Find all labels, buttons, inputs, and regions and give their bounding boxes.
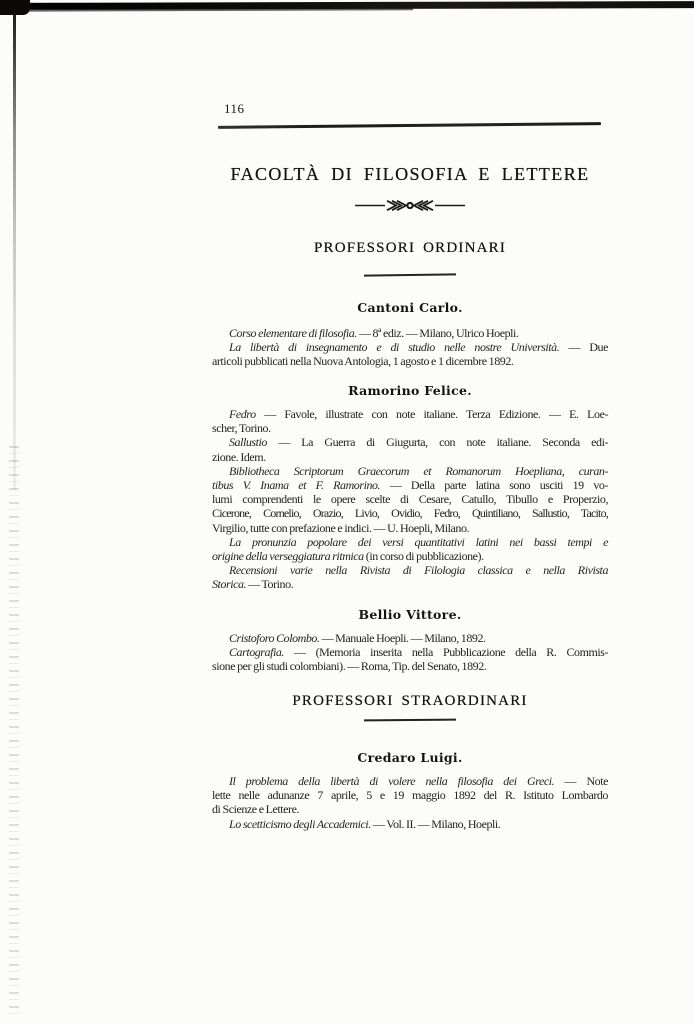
line-text: di Scienze e Lettere. — [212, 802, 299, 817]
professor-name: Bellio Vittore. — [358, 606, 462, 622]
section-heading-ordinari: PROFESSORI ORDINARI — [313, 239, 507, 256]
ornament-divider — [355, 199, 465, 212]
line-text: (in corso di pubblicazione). — [363, 548, 484, 563]
text-line — [212, 549, 608, 563]
text-line — [212, 631, 608, 645]
text-line — [212, 521, 608, 535]
work-title: Recensioni varie nella Rivista di Filologia classica e nella Rivista — [229, 563, 608, 578]
text-line — [212, 535, 608, 549]
line-text: — Manuale Hoepli. — Milano, 1892. — [319, 630, 486, 645]
line-text: — (Memoria inserita nella Pubblicazione della R. Commis- — [283, 644, 608, 659]
line-text: — Torino. — [246, 577, 294, 592]
work-title: Cristoforo Colombo. — [229, 630, 320, 645]
line-text: — Vol. II. — Milano, Hoepli. — [370, 816, 501, 831]
professor-entry — [212, 384, 608, 591]
line-text: scher, Torino. — [212, 421, 271, 436]
text-line — [212, 506, 608, 520]
section-entries-straordinari — [212, 721, 608, 831]
text-line — [212, 774, 608, 788]
text-line — [212, 464, 608, 478]
work-title: Lo scetticismo degli Accademici. — [229, 816, 371, 831]
line-text: — Due — [559, 339, 608, 354]
page-number: 116 — [224, 101, 245, 116]
work-title: Fedro — [229, 407, 256, 422]
header-rule — [218, 122, 601, 128]
text-line — [212, 645, 608, 659]
line-text: — Note — [554, 774, 608, 789]
text-line — [212, 340, 608, 354]
section-rule — [364, 273, 456, 276]
text-line — [212, 478, 608, 492]
text-line — [212, 421, 608, 435]
text-line — [212, 354, 608, 368]
text-line — [212, 817, 608, 831]
line-text: — La Guerra di Giugurta, con note italiane. Seconda edi- — [266, 435, 608, 450]
text-line — [212, 326, 608, 340]
section-heading-straordinari: PROFESSORI STRAORDINARI — [292, 693, 528, 710]
professor-name: Credaro Luigi. — [357, 750, 463, 766]
faculty-title: FACOLTÀ DI FILOSOFIA E LETTERE — [230, 163, 590, 184]
line-text: Cicerone, Cornelio, Orazio, Livio, Ovidio, Fedro, Quintiliano, Sallustio, Tacito, — [212, 506, 608, 521]
professor-entry — [212, 301, 608, 369]
scan-top-edge-artifact-thin — [10, 8, 413, 11]
work-title: tibus V. Inama et F. Ramorino. — [212, 478, 381, 492]
professor-name: Cantoni Carlo. — [357, 299, 463, 315]
line-text: articoli pubblicati nella Nuova Antologia, 1 agosto e 1 dicembre 1892. — [212, 353, 514, 368]
line-text: sione per gli studi colombiani). — Roma, Tip. del Senato, 1892. — [212, 658, 487, 673]
binding-gutter-speckle — [9, 440, 19, 1015]
line-text: — 8ª ediz. — Milano, Ulrico Hoepli. — [356, 325, 519, 340]
line-text: lette nelle adunanze 7 aprile, 5 e 19 maggio 1892 del R. Istituto Lombardo — [212, 788, 608, 803]
line-text: — Favole, illustrate con note italiane. Terza Edizione. — E. Loe- — [255, 407, 608, 422]
text-line — [212, 492, 608, 506]
text-line — [212, 435, 608, 449]
work-title: origine della verseggiatura ritmica — [212, 548, 364, 563]
text-line — [212, 563, 608, 577]
work-title: La pronunzia popolare dei versi quantitativi latini nei bassi tempi e — [229, 534, 608, 549]
professor-name: Ramorino Felice. — [348, 383, 472, 399]
text-line — [212, 450, 608, 464]
text-line — [212, 802, 608, 816]
work-title: La libertà di insegnamento e di studio nelle nostre Università. — [229, 339, 560, 354]
work-title: Storica. — [212, 577, 247, 592]
binding-gutter-shadow — [13, 10, 16, 490]
professor-entry — [212, 608, 608, 674]
line-text: — Della parte latina sono usciti 19 vo- — [380, 478, 608, 492]
text-line — [212, 788, 608, 802]
section-entries-ordinari — [212, 301, 608, 674]
text-line — [212, 659, 608, 673]
work-title: Cartografia. — [229, 644, 284, 659]
line-text: zione. Idem. — [212, 449, 266, 464]
work-title: Bibliotheca Scriptorum Graecorum et Romanorum Hoepliana, curan- — [229, 463, 608, 478]
line-text: Virgilio, tutte con prefazione e indici. — U. Hoepli, Milano. — [212, 520, 470, 535]
text-line — [212, 577, 608, 591]
professor-entry — [212, 751, 608, 831]
work-title: Corso elementare di filosofia. — [229, 325, 357, 340]
line-text: lumi comprendenti le opere scelte di Cesare, Catullo, Tibullo e Properzio, — [212, 492, 608, 507]
text-line — [212, 407, 608, 421]
work-title: Sallustio — [229, 435, 267, 450]
work-title: Il problema della libertà di volere nella filosofia dei Greci. — [229, 774, 555, 789]
page-content — [212, 95, 608, 831]
